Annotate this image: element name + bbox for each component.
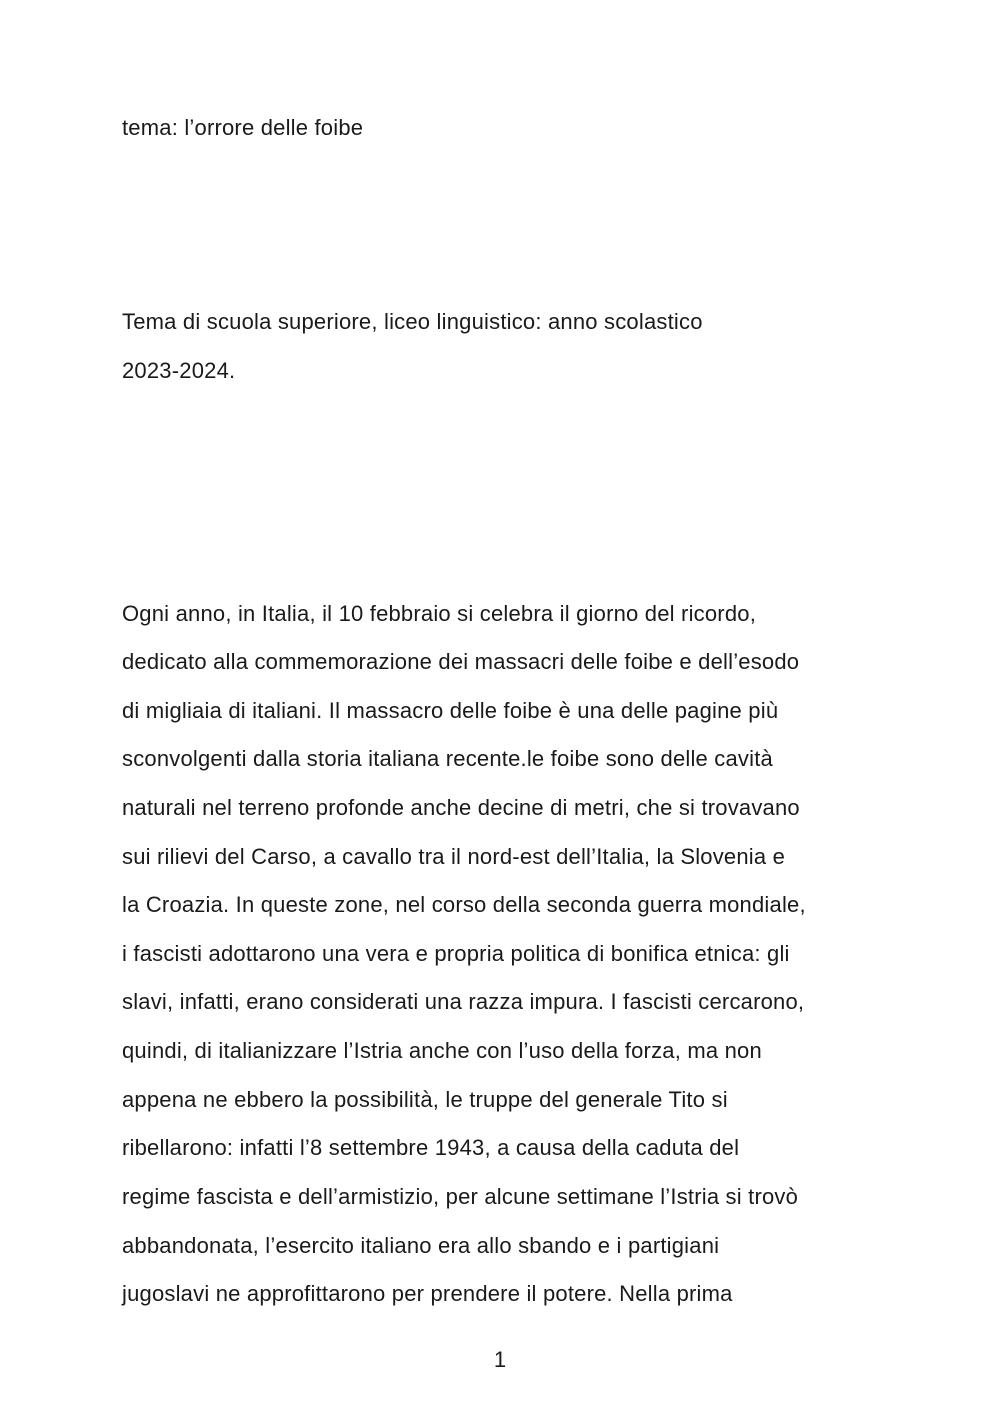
body-line: quindi, di italianizzare l’Istria anche con l’uso della forza, ma non xyxy=(122,1038,762,1063)
document-heading: tema: l’orrore delle foibe xyxy=(122,115,364,140)
subtitle-line: 2023-2024. xyxy=(122,358,236,383)
page-number: 1 xyxy=(493,1347,507,1372)
body-line: jugoslavi ne approfittarono per prendere il potere. Nella prima xyxy=(122,1281,733,1306)
body-line: abbandonata, l’esercito italiano era allo sbando e i partigiani xyxy=(122,1233,720,1258)
body-line: sconvolgenti dalla storia italiana recente.le foibe sono delle cavità xyxy=(122,746,773,771)
body-line: i fascisti adottarono una vera e propria politica di bonifica etnica: gli xyxy=(122,941,790,966)
body-line: la Croazia. In queste zone, nel corso della seconda guerra mondiale, xyxy=(122,892,806,917)
body-line: slavi, infatti, erano considerati una razza impura. I fascisti cercarono, xyxy=(122,989,805,1014)
body-line: appena ne ebbero la possibilità, le truppe del generale Tito si xyxy=(122,1087,728,1112)
subtitle-line: Tema di scuola superiore, liceo linguistico: anno scolastico xyxy=(122,309,703,334)
body-line: di migliaia di italiani. Il massacro delle foibe è una delle pagine più xyxy=(122,698,779,723)
body-line: sui rilievi del Carso, a cavallo tra il nord-est dell’Italia, la Slovenia e xyxy=(122,844,786,869)
body-line: ribellarono: infatti l’8 settembre 1943, a causa della caduta del xyxy=(122,1135,740,1160)
body-line: regime fascista e dell’armistizio, per alcune settimane l’Istria si trovò xyxy=(122,1184,799,1209)
body-line: naturali nel terreno profonde anche decine di metri, che si trovavano xyxy=(122,795,800,820)
body-line: Ogni anno, in Italia, il 10 febbraio si celebra il giorno del ricordo, xyxy=(122,601,757,626)
body-line: dedicato alla commemorazione dei massacri delle foibe e dell’esodo xyxy=(122,649,800,674)
